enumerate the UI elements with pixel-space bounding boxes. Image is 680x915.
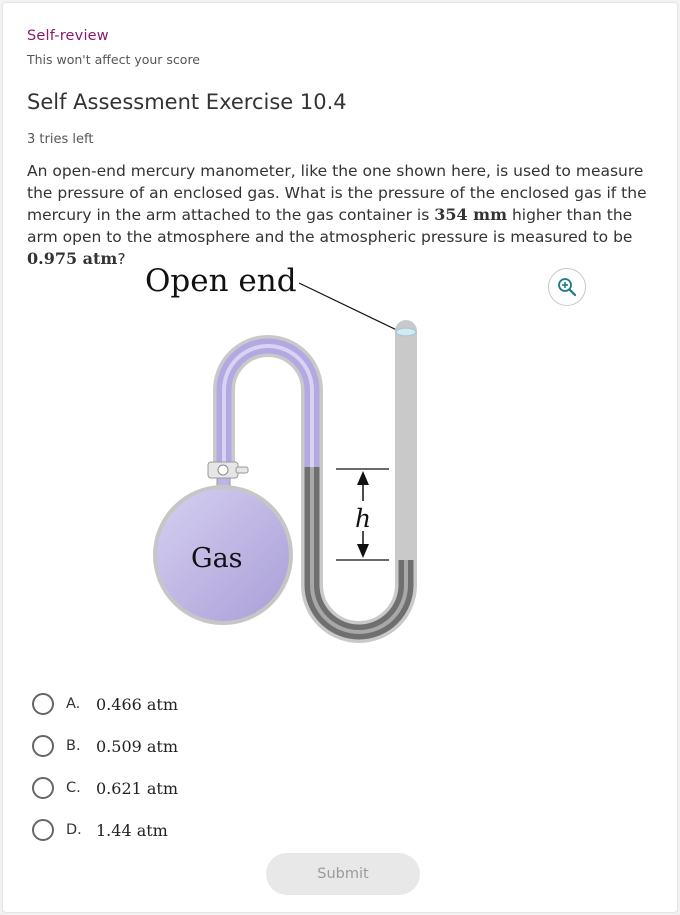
question-card (2, 2, 678, 913)
self-review-label: Self-review (27, 28, 109, 44)
manometer-figure (133, 255, 453, 655)
option-letter: D. (66, 822, 82, 838)
radio-c[interactable] (32, 777, 54, 799)
option-b[interactable] (32, 725, 178, 767)
question-part-1: An open-end mercury manometer, like the one shown here, is used to measure the pressure of an enclosed gas. What is the pressure of the enclosed gas if the mercury in the arm attached to the gas container is (27, 162, 647, 224)
h-label: h (355, 504, 372, 533)
submit-button[interactable]: Submit (266, 853, 420, 895)
option-letter: C. (66, 780, 81, 796)
radio-b[interactable] (32, 735, 54, 757)
h-arrow-down (357, 544, 369, 558)
gas-label: Gas (191, 543, 243, 574)
h-arrow-up (357, 471, 369, 485)
question-part-2: higher than the arm open to the atmosphere and the atmospheric pressure is measured to be (27, 206, 633, 246)
zoom-button[interactable] (548, 268, 586, 306)
option-c[interactable] (32, 767, 178, 809)
open-end-leader (299, 283, 403, 333)
pressure-value: 0.975 atm (27, 249, 118, 268)
tries-left: 3 tries left (27, 132, 94, 147)
option-value: 1.44 atm (96, 820, 168, 840)
zoom-in-icon (557, 277, 577, 297)
open-end-rim (396, 328, 416, 336)
option-d[interactable] (32, 809, 178, 851)
radio-a[interactable] (32, 693, 54, 715)
option-letter: B. (66, 738, 81, 754)
height-value: 354 mm (434, 205, 508, 224)
score-notice: This won't affect your score (27, 52, 200, 67)
question-text (27, 160, 663, 270)
option-value: 0.509 atm (96, 736, 179, 756)
gas-filled-tube (224, 346, 312, 467)
option-letter: A. (66, 696, 81, 712)
option-value: 0.621 atm (96, 778, 179, 798)
option-a[interactable] (32, 683, 178, 725)
open-end-label: Open end (145, 263, 297, 299)
exercise-title: Self Assessment Exercise 10.4 (27, 90, 347, 114)
answer-options (32, 683, 178, 851)
radio-d[interactable] (32, 819, 54, 841)
option-value: 0.466 atm (96, 694, 179, 714)
question-part-3: ? (117, 250, 126, 268)
mercury-column (312, 467, 406, 632)
